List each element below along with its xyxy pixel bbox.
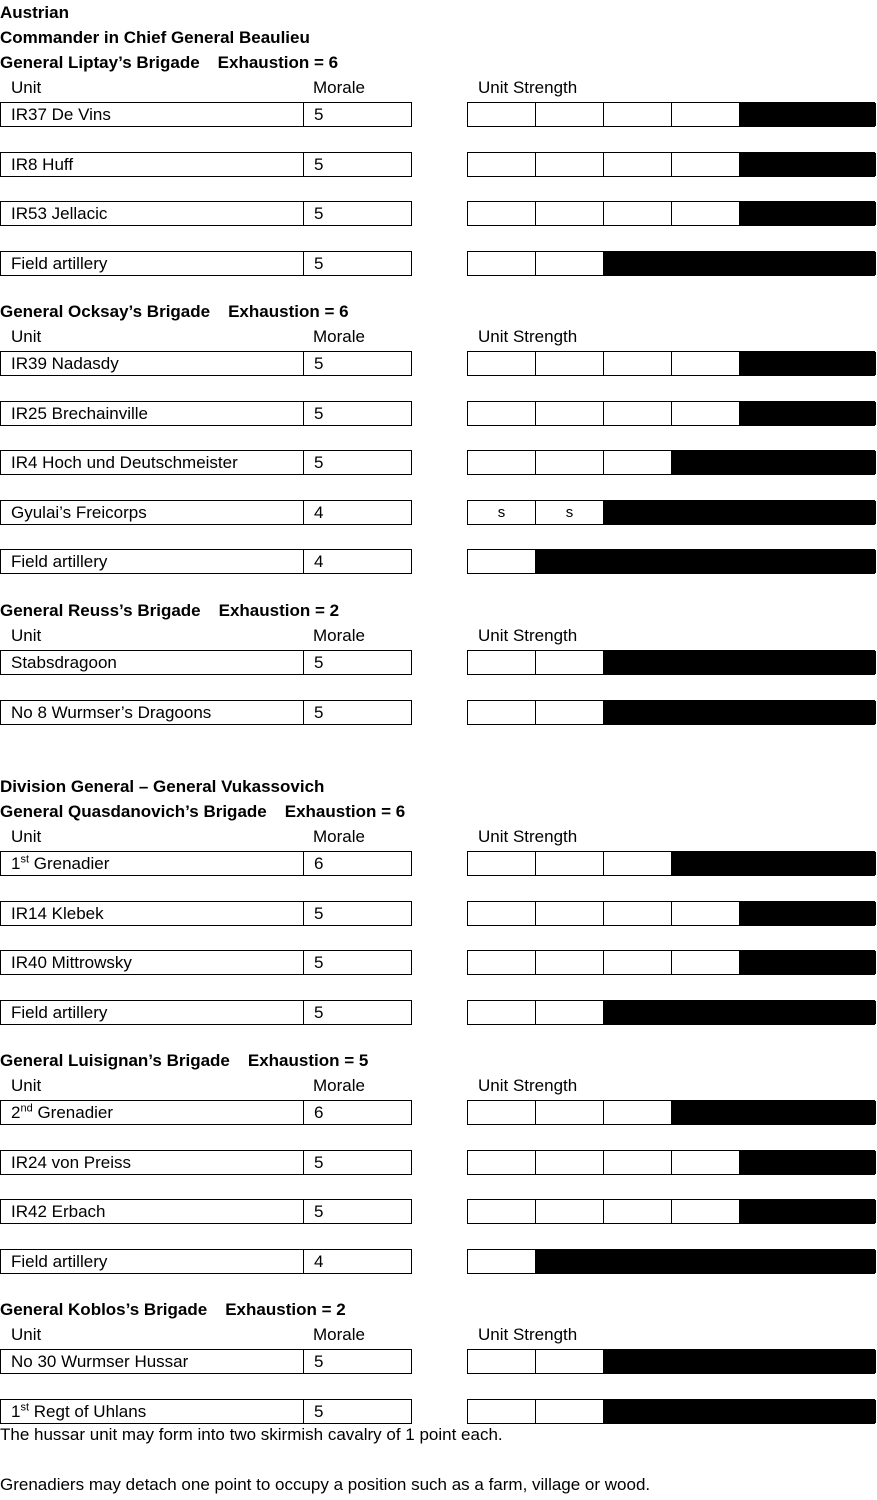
- unit-name: Field artillery: [11, 254, 108, 273]
- brigade-name: General Quasdanovich’s Brigade: [0, 802, 267, 821]
- strength-track: [467, 1150, 875, 1175]
- strength-box-filled: [808, 651, 876, 674]
- strength-box-filled: [740, 902, 808, 925]
- morale-cell: [303, 450, 412, 475]
- strength-box-filled: [740, 501, 808, 524]
- strength-box-empty: [468, 352, 536, 375]
- unit-name-cell: [0, 1000, 304, 1025]
- strength-box-filled: [740, 103, 808, 126]
- strength-box-filled: [808, 1250, 876, 1273]
- strength-box-filled: [808, 951, 876, 974]
- unit-name-cell: [0, 450, 304, 475]
- unit-name: Regt of Uhlans: [33, 1402, 147, 1421]
- morale-cell: [303, 549, 412, 574]
- unit-name: Stabsdragoon: [11, 653, 117, 672]
- unit-name: IR53 Jellacic: [11, 204, 108, 223]
- strength-box-filled: [808, 550, 876, 573]
- morale-cell: [303, 1100, 412, 1125]
- rule-note: The hussar unit may form into two skirmish cavalry of 1 point each.: [0, 1425, 503, 1444]
- strength-box-filled: [808, 1151, 876, 1174]
- strength-box-filled: [604, 701, 672, 724]
- strength-box-empty: [536, 902, 604, 925]
- unit-name: Field artillery: [11, 1003, 108, 1022]
- strength-box-filled: [536, 550, 604, 573]
- unit-name-cell: [0, 351, 304, 376]
- strength-track: [467, 450, 875, 475]
- morale-cell: [303, 650, 412, 675]
- strength-box-filled: [808, 451, 876, 474]
- strength-box-empty: [604, 103, 672, 126]
- strength-box-filled: [740, 1200, 808, 1223]
- division-general-heading: [0, 776, 324, 798]
- strength-box-filled: [740, 1151, 808, 1174]
- unit-name-cell: [0, 1100, 304, 1125]
- strength-box-filled: [672, 852, 740, 875]
- strength-box-empty: [536, 1400, 604, 1423]
- strength-box-filled: [740, 153, 808, 176]
- strength-box-filled: [808, 1200, 876, 1223]
- strength-box-empty: [468, 651, 536, 674]
- strength-box-empty: [604, 1151, 672, 1174]
- unit-column-header: Unit: [11, 327, 42, 346]
- strength-box-filled: [604, 501, 672, 524]
- unit-name: IR8 Huff: [11, 155, 74, 174]
- strength-box-filled: [740, 701, 808, 724]
- strength-column-header: Unit Strength: [478, 78, 578, 97]
- strength-box-empty: [536, 651, 604, 674]
- strength-box-filled: [740, 951, 808, 974]
- unit-name-cell: [0, 1399, 304, 1424]
- strength-track: [467, 201, 875, 226]
- morale-cell: [303, 1349, 412, 1374]
- strength-box-filled: [672, 501, 740, 524]
- unit-name-cell: [0, 901, 304, 926]
- strength-box-filled: [740, 1350, 808, 1373]
- morale-value: 5: [314, 1202, 324, 1221]
- strength-column-header: Unit Strength: [478, 1325, 578, 1344]
- unit-name-cell: [0, 401, 304, 426]
- brigade-title: [0, 1299, 346, 1321]
- morale-value: 5: [314, 904, 324, 923]
- brigade-name: General Reuss’s Brigade: [0, 601, 201, 620]
- strength-track: [467, 549, 875, 574]
- strength-box-empty: [672, 153, 740, 176]
- unit-name: IR42 Erbach: [11, 1202, 106, 1221]
- strength-box-filled: [604, 1350, 672, 1373]
- morale-cell: [303, 1150, 412, 1175]
- strength-box-empty: [672, 951, 740, 974]
- strength-box-filled: [808, 852, 876, 875]
- unit-ordinal-suffix: st: [20, 853, 30, 866]
- morale-column-header: Morale: [313, 1076, 365, 1095]
- strength-box-empty: [604, 1101, 672, 1124]
- morale-value: 4: [314, 552, 324, 571]
- strength-track: [467, 102, 875, 127]
- strength-box-filled: [672, 1400, 740, 1423]
- morale-cell: [303, 1000, 412, 1025]
- commander-name: Commander in Chief General Beaulieu: [0, 28, 310, 47]
- strength-box-filled: [672, 1350, 740, 1373]
- exhaustion-value: Exhaustion = 6: [284, 802, 406, 821]
- morale-value: 5: [314, 953, 324, 972]
- strength-box-filled: [808, 402, 876, 425]
- strength-box-empty: s: [536, 501, 604, 524]
- unit-name-cell: [0, 152, 304, 177]
- strength-box-empty: [536, 701, 604, 724]
- brigade-title: [0, 301, 349, 323]
- strength-box-filled: [672, 1001, 740, 1024]
- strength-track: [467, 1199, 875, 1224]
- strength-box-empty: [468, 902, 536, 925]
- unit-name-cell: [0, 500, 304, 525]
- morale-cell: [303, 1199, 412, 1224]
- morale-cell: [303, 500, 412, 525]
- unit-name-cell: [0, 1349, 304, 1374]
- morale-cell: [303, 1249, 412, 1274]
- strength-column-header: Unit Strength: [478, 327, 578, 346]
- morale-value: 6: [314, 1103, 324, 1122]
- brigade-title: [0, 600, 339, 622]
- unit-name-cell: [0, 1249, 304, 1274]
- strength-box-empty: [604, 202, 672, 225]
- strength-box-filled: [672, 252, 740, 275]
- strength-box-filled: [808, 902, 876, 925]
- morale-value: 5: [314, 1003, 324, 1022]
- strength-box-filled: [808, 1101, 876, 1124]
- strength-box-filled: [808, 1001, 876, 1024]
- morale-column-header: Morale: [313, 78, 365, 97]
- morale-value: 5: [314, 453, 324, 472]
- strength-box-empty: [468, 1101, 536, 1124]
- morale-value: 4: [314, 503, 324, 522]
- unit-ordinal: 2: [11, 1103, 21, 1122]
- unit-name-cell: [0, 201, 304, 226]
- morale-column-header: Morale: [313, 327, 365, 346]
- strength-box-empty: [468, 1350, 536, 1373]
- strength-box-empty: [672, 1200, 740, 1223]
- unit-name: Grenadier: [33, 854, 110, 873]
- strength-box-filled: [740, 1101, 808, 1124]
- rule-note: Grenadiers may detach one point to occupy a position such as a farm, village or wood.: [0, 1475, 651, 1494]
- strength-track: [467, 851, 875, 876]
- morale-value: 5: [314, 1153, 324, 1172]
- unit-ordinal-suffix: nd: [20, 1102, 33, 1115]
- unit-column-header: Unit: [11, 1076, 42, 1095]
- strength-box-filled: [740, 352, 808, 375]
- morale-cell: [303, 201, 412, 226]
- strength-column-header: Unit Strength: [478, 1076, 578, 1095]
- brigade-name: General Liptay’s Brigade: [0, 53, 200, 72]
- strength-column-header: Unit Strength: [478, 827, 578, 846]
- strength-box-empty: [468, 1001, 536, 1024]
- strength-box-empty: [536, 951, 604, 974]
- unit-name-cell: [0, 251, 304, 276]
- strength-track: [467, 650, 875, 675]
- strength-box-filled: [740, 852, 808, 875]
- strength-box-empty: [536, 852, 604, 875]
- strength-box-filled: [808, 153, 876, 176]
- unit-name: No 30 Wurmser Hussar: [11, 1352, 189, 1371]
- morale-column-header: Morale: [313, 626, 365, 645]
- strength-box-empty: [672, 902, 740, 925]
- division-general-name: Division General – General Vukassovich: [0, 777, 325, 796]
- strength-box-empty: [468, 701, 536, 724]
- strength-box-empty: [604, 951, 672, 974]
- strength-track: [467, 401, 875, 426]
- morale-cell: [303, 901, 412, 926]
- morale-cell: [303, 700, 412, 725]
- brigade-title: [0, 1050, 368, 1072]
- strength-box-empty: [536, 1001, 604, 1024]
- strength-box-empty: [672, 1151, 740, 1174]
- unit-name-cell: [0, 650, 304, 675]
- strength-track: [467, 251, 875, 276]
- strength-box-empty: [604, 852, 672, 875]
- strength-track: [467, 500, 875, 525]
- unit-name: Field artillery: [11, 1252, 108, 1271]
- morale-cell: [303, 351, 412, 376]
- unit-column-header: Unit: [11, 78, 42, 97]
- morale-value: 5: [314, 105, 324, 124]
- unit-ordinal-suffix: st: [20, 1401, 30, 1414]
- strength-box-empty: [468, 202, 536, 225]
- exhaustion-value: Exhaustion = 6: [217, 53, 339, 72]
- unit-name-cell: [0, 700, 304, 725]
- strength-box-filled: [604, 1400, 672, 1423]
- strength-box-empty: [536, 402, 604, 425]
- unit-name: IR40 Mittrowsky: [11, 953, 132, 972]
- morale-value: 5: [314, 653, 324, 672]
- strength-box-filled: [740, 550, 808, 573]
- strength-track: [467, 1249, 875, 1274]
- strength-box-empty: [468, 1200, 536, 1223]
- strength-box-empty: [536, 1350, 604, 1373]
- strength-track: [467, 950, 875, 975]
- strength-box-filled: [808, 501, 876, 524]
- morale-value: 5: [314, 204, 324, 223]
- brigade-title: [0, 52, 338, 74]
- morale-value: 5: [314, 254, 324, 273]
- strength-box-empty: [468, 951, 536, 974]
- unit-name: IR37 De Vins: [11, 105, 111, 124]
- strength-box-empty: [468, 1151, 536, 1174]
- strength-box-filled: [740, 1001, 808, 1024]
- unit-name: Gyulai’s Freicorps: [11, 503, 147, 522]
- strength-box-filled: [740, 451, 808, 474]
- unit-name: Field artillery: [11, 552, 108, 571]
- strength-box-empty: [468, 550, 536, 573]
- morale-value: 5: [314, 1402, 324, 1421]
- strength-box-filled: [604, 651, 672, 674]
- unit-name: IR24 von Preiss: [11, 1153, 131, 1172]
- unit-name: No 8 Wurmser’s Dragoons: [11, 703, 212, 722]
- morale-value: 5: [314, 703, 324, 722]
- strength-track: [467, 152, 875, 177]
- morale-cell: [303, 102, 412, 127]
- strength-box-filled: [672, 451, 740, 474]
- strength-box-empty: [468, 103, 536, 126]
- morale-cell: [303, 950, 412, 975]
- strength-box-filled: [672, 550, 740, 573]
- unit-name-cell: [0, 1199, 304, 1224]
- exhaustion-value: Exhaustion = 5: [247, 1051, 369, 1070]
- unit-name-cell: [0, 851, 304, 876]
- strength-box-empty: [604, 153, 672, 176]
- strength-box-filled: [604, 1001, 672, 1024]
- brigade-name: General Koblos’s Brigade: [0, 1300, 208, 1319]
- brigade-name: General Ocksay’s Brigade: [0, 302, 211, 321]
- strength-box-filled: [672, 651, 740, 674]
- morale-column-header: Morale: [313, 1325, 365, 1344]
- morale-cell: [303, 401, 412, 426]
- unit-name: IR39 Nadasdy: [11, 354, 119, 373]
- morale-value: 5: [314, 1352, 324, 1371]
- strength-track: [467, 901, 875, 926]
- strength-track: [467, 1100, 875, 1125]
- strength-box-filled: [672, 701, 740, 724]
- strength-box-filled: [740, 402, 808, 425]
- strength-box-empty: [468, 451, 536, 474]
- commander-heading: [0, 27, 310, 49]
- morale-value: 5: [314, 155, 324, 174]
- strength-box-empty: [604, 902, 672, 925]
- morale-cell: [303, 152, 412, 177]
- strength-box-filled: [672, 1101, 740, 1124]
- unit-name: IR14 Klebek: [11, 904, 104, 923]
- strength-box-filled: [740, 202, 808, 225]
- unit-name-cell: [0, 950, 304, 975]
- strength-box-empty: [672, 352, 740, 375]
- strength-box-filled: [604, 1250, 672, 1273]
- army-heading: [0, 2, 69, 24]
- unit-name: IR4 Hoch und Deutschmeister: [11, 453, 238, 472]
- exhaustion-value: Exhaustion = 2: [225, 1300, 346, 1319]
- unit-column-header: Unit: [11, 626, 42, 645]
- exhaustion-value: Exhaustion = 6: [228, 302, 349, 321]
- morale-value: 4: [314, 1252, 324, 1271]
- strength-box-empty: [468, 852, 536, 875]
- strength-box-empty: s: [468, 501, 536, 524]
- unit-name: IR25 Brechainville: [11, 404, 149, 423]
- exhaustion-value: Exhaustion = 2: [218, 601, 340, 620]
- strength-box-empty: [468, 1250, 536, 1273]
- strength-box-empty: [672, 402, 740, 425]
- morale-cell: [303, 1399, 412, 1424]
- brigade-title: [0, 801, 405, 823]
- strength-box-empty: [536, 1101, 604, 1124]
- unit-column-header: Unit: [11, 827, 42, 846]
- strength-box-empty: [604, 451, 672, 474]
- strength-track: [467, 1349, 875, 1374]
- strength-box-filled: [740, 1250, 808, 1273]
- strength-box-filled: [536, 1250, 604, 1273]
- strength-box-empty: [536, 451, 604, 474]
- strength-box-empty: [604, 352, 672, 375]
- strength-box-filled: [740, 1400, 808, 1423]
- unit-name-cell: [0, 102, 304, 127]
- strength-box-filled: [808, 352, 876, 375]
- strength-box-filled: [808, 1350, 876, 1373]
- strength-box-filled: [808, 1400, 876, 1423]
- strength-box-empty: [468, 153, 536, 176]
- strength-box-filled: [672, 1250, 740, 1273]
- unit-name-cell: [0, 549, 304, 574]
- morale-value: 6: [314, 854, 324, 873]
- strength-box-empty: [604, 402, 672, 425]
- strength-track: [467, 1000, 875, 1025]
- strength-track: [467, 351, 875, 376]
- strength-track: [467, 1399, 875, 1424]
- strength-box-filled: [740, 252, 808, 275]
- strength-box-filled: [808, 202, 876, 225]
- strength-box-empty: [672, 202, 740, 225]
- strength-box-empty: [536, 352, 604, 375]
- unit-ordinal: 1: [11, 854, 21, 873]
- strength-box-empty: [536, 202, 604, 225]
- morale-column-header: Morale: [313, 827, 365, 846]
- strength-box-empty: [604, 1200, 672, 1223]
- strength-box-empty: [536, 252, 604, 275]
- strength-box-empty: [468, 402, 536, 425]
- morale-cell: [303, 251, 412, 276]
- strength-box-filled: [604, 252, 672, 275]
- brigade-name: General Luisignan’s Brigade: [0, 1051, 230, 1070]
- strength-track: [467, 700, 875, 725]
- strength-box-empty: [536, 1151, 604, 1174]
- unit-column-header: Unit: [11, 1325, 42, 1344]
- strength-box-filled: [740, 651, 808, 674]
- strength-box-filled: [808, 103, 876, 126]
- strength-column-header: Unit Strength: [478, 626, 578, 645]
- unit-ordinal: 1: [11, 1402, 21, 1421]
- strength-box-filled: [808, 252, 876, 275]
- strength-box-empty: [468, 252, 536, 275]
- morale-cell: [303, 851, 412, 876]
- strength-box-empty: [672, 103, 740, 126]
- morale-value: 5: [314, 404, 324, 423]
- army-name: Austrian: [0, 3, 69, 22]
- morale-value: 5: [314, 354, 324, 373]
- strength-box-filled: [604, 550, 672, 573]
- strength-box-empty: [536, 1200, 604, 1223]
- unit-name: Grenadier: [37, 1103, 114, 1122]
- strength-box-empty: [536, 103, 604, 126]
- strength-box-empty: [468, 1400, 536, 1423]
- strength-box-empty: [536, 153, 604, 176]
- unit-name-cell: [0, 1150, 304, 1175]
- strength-box-filled: [808, 701, 876, 724]
